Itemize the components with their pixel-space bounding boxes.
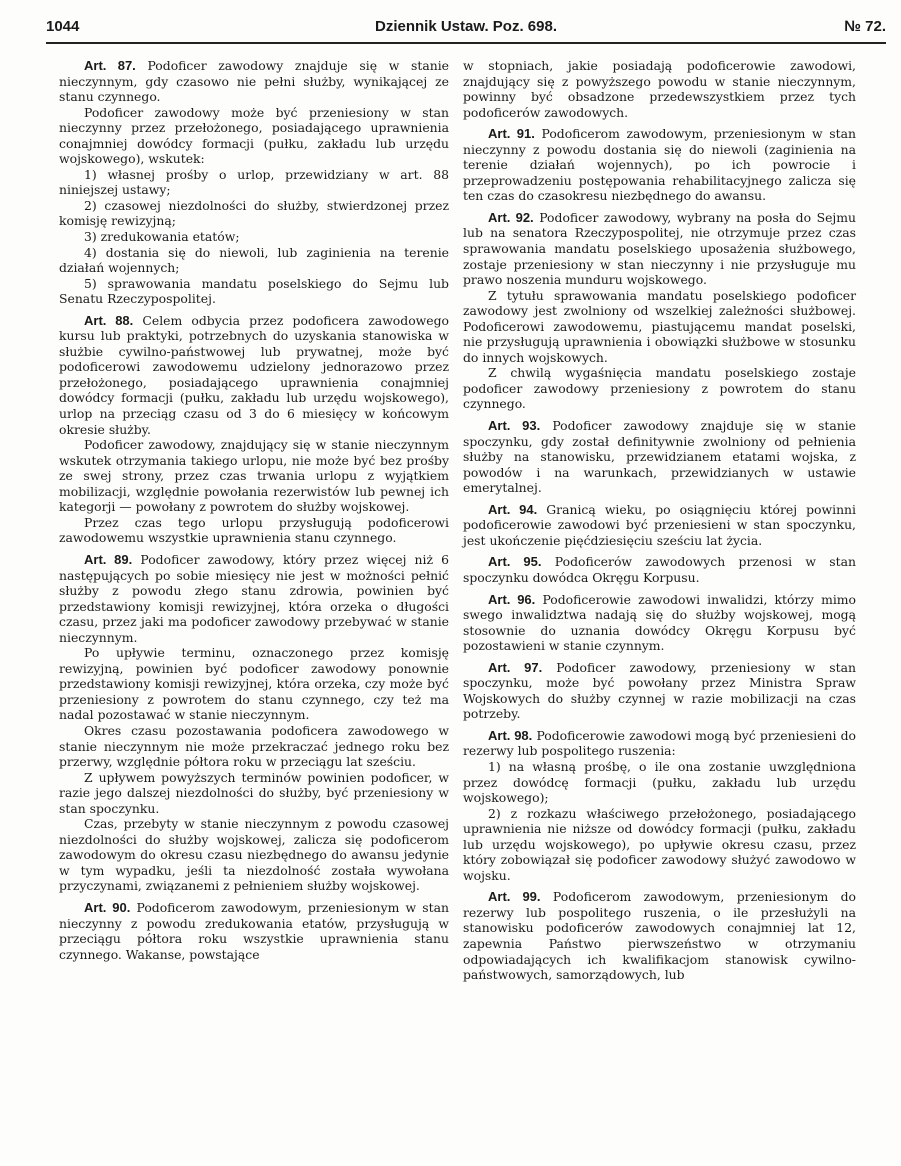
paragraph: Podoficer zawodowy może być przeniesiony w stan nieczynny przez przełożonego, posiadającego uprawnienia conajmniej dowódcy formacji (pułku, zakładu lub urzędu wojskowego), wskutek: xyxy=(59,104,449,167)
list-item: 2) z rozkazu właściwego przełożonego, posiadającego uprawnienia nie niższe od dowódcy formacji (pułku, zakładu lub urzędu wojskowego), po upływie okresu czasu, przez który zobowiązał się podoficer zawodowy służyć zawodowo w wojsku. xyxy=(463,805,856,883)
article-text: Podoficer zawodowy znajduje się w stanie spoczynku, gdy został definitywnie zwolniony od pełnienia służby na stanowisku, przewidzianem etatami wojska, z powodów i na warunkach, przewidzianych w ustawie emerytalnej. xyxy=(463,418,856,496)
list-item: 2) czasowej niezdolności do służby, stwierdzonej przez komisję rewizyjną; xyxy=(59,197,449,229)
article-text: Granicą wieku, po osiągnięciu której powinni podoficerowie zawodowi być przeniesieni w stan spoczynku, jest ukończenie pięćdziesięciu sześciu lat życia. xyxy=(463,501,856,548)
paragraph: Po upływie terminu, oznaczonego przez komisję rewizyjną, powinien być podoficer zawodowy ponownie przedstawiony komisji rewizyjnej, która orzeka, czy może być przeniesiony z powrotem do stanu czynnego, czy też ma nadal pozostawać w stanie nieczynnym. xyxy=(59,645,449,723)
paragraph: Czas, przebyty w stanie nieczynnym z powodu czasowej niezdolności do służby wojskowej, zalicza się podoficerom zawodowym do okresu czasu niezbędnego do awansu jedynie w tym wypadku, jeśli ta niezdolność została wywołana przyczynami, związanemi z pełnieniem służby wojskowej. xyxy=(59,816,449,894)
page-header xyxy=(46,12,886,44)
article-label: Art. 97. xyxy=(488,659,543,675)
article-label: Art. 91. xyxy=(488,126,535,142)
list-item: 1) na własną prośbę, o ile ona zostanie uwzględniona przez dowódcę formacji (pułku, zakładu lub urzędu wojskowego); xyxy=(463,758,856,806)
article-label: Art. 92. xyxy=(488,209,534,225)
list-item: 5) sprawowania mandatu poselskiego do Sejmu lub Senatu Rzeczypospolitej. xyxy=(59,275,449,307)
article-89 xyxy=(59,552,449,645)
article-91 xyxy=(463,126,856,204)
list-item: 3) zredukowania etatów; xyxy=(84,229,240,245)
article-96 xyxy=(463,592,856,654)
article-label: Art. 90. xyxy=(84,899,131,915)
page-number: 1044 xyxy=(46,18,80,35)
article-98 xyxy=(463,728,856,759)
article-text: Podoficer zawodowy, który przez więcej niż 6 następujących po sobie miesięcy nie jest w możności pełnić służby z powodu złego stanu zdrowia, powinien być przedstawiony komisji rewizyjnej, która orzeka o długości czasu, przez jaki ma podoficer zawodowy przebywać w stanie nieczynnym. xyxy=(59,551,449,645)
journal-title: Dziennik Ustaw. Poz. 698. xyxy=(375,18,557,35)
paragraph: Z chwilą wygaśnięcia mandatu poselskiego zostaje podoficer zawodowy przeniesiony z powrotem do stanu czynnego. xyxy=(463,365,856,412)
list-item: 1) własnej prośby o urlop, przewidziany w art. 88 niniejszej ustawy; xyxy=(59,166,449,198)
article-text: Podoficerowie zawodowi mogą być przeniesieni do rezerwy lub pospolitego ruszenia: xyxy=(463,727,856,759)
article-label: Art. 93. xyxy=(488,418,541,434)
article-text: Podoficer zawodowy, wybrany na posła do Sejmu lub na senatora Rzeczypospolitej, nie otrzymuje przez czas sprawowania mandatu poselskiego uposażenia służbowego, zostaje przeniesiony w stan nieczynny i nie przysługuje mu prawo noszenia munduru wojskowego. xyxy=(463,209,856,288)
article-label: Art. 98. xyxy=(488,727,533,743)
article-97 xyxy=(463,660,856,722)
paragraph: Okres czasu pozostawania podoficera zawodowego w stanie nieczynnym nie może przekraczać jednego roku bez przerwy, względnie półtora roku w przeciągu lat sześciu. xyxy=(59,722,449,770)
article-87 xyxy=(59,58,449,105)
paragraph: Przez czas tego urlopu przysługują podoficerowi zawodowemu wszystkie uprawnienia stanu czynnego. xyxy=(59,514,449,546)
list-item: 4) dostania się do niewoli, lub zaginienia na terenie działań wojennych; xyxy=(59,244,449,276)
right-column xyxy=(463,58,856,983)
article-text: Podoficerom zawodowym, przeniesionym w stan nieczynny z powodu zredukowania etatów, przysługują w przeciągu półtora roku wszystkie uprawnienia stanu czynnego. Wakanse, powstające xyxy=(59,899,449,962)
article-label: Art. 95. xyxy=(488,554,542,570)
left-column xyxy=(59,58,449,962)
article-text: Celem odbycia przez podoficera zawodowego kursu lub praktyki, potrzebnych do uzyskania stanowiska w służbie cywilno-państwowej lub prywatnej, może być podoficerowi zawodowemu udzielony jednorazowo przez przełożonego, posiadającego uprawnienia conajmniej dowódcy formacji (pułku, zakładu lub urzędu wojskowego), urlop na przeciąg czasu od 3 do 6 miesięcy w końcowym okresie służby. xyxy=(59,312,449,437)
article-label: Art. 94. xyxy=(488,501,538,517)
article-text: Podoficerów zawodowych przenosi w stan spoczynku dowódca Okręgu Korpusu. xyxy=(463,554,856,585)
paragraph: Z upływem powyższych terminów powinien podoficer, w razie jego dalszej niezdolności do służby, być przeniesiony w stan spoczynku. xyxy=(59,769,449,816)
paragraph-continued: w stopniach, jakie posiadają podoficerowie zawodowi, znajdujący się z powyższego powodu w stanie nieczynnym, powinny być obsadzone przedewszystkiem przez tych podoficerów zawodowych. xyxy=(463,58,856,120)
article-label: Art. 88. xyxy=(84,312,134,328)
article-label: Art. 89. xyxy=(84,551,133,567)
article-text: Podoficerowie zawodowi inwalidzi, którzy mimo swego inwalidztwa nadają się do służby wojskowej, mogą stosownie do uznania dowódcy Okręgu Korpusu być pozostawieni w stanie czynnym. xyxy=(463,591,856,654)
article-93 xyxy=(463,418,856,496)
issue-number: № 72. xyxy=(844,18,886,35)
article-label: Art. 96. xyxy=(488,591,536,607)
article-92 xyxy=(463,210,856,288)
article-90 xyxy=(59,900,449,962)
article-text: Podoficer zawodowy znajduje się w stanie nieczynnym, gdy czasowo nie pełni służby, wynikającej ze stanu czynnego. xyxy=(59,58,449,105)
article-label: Art. 99. xyxy=(488,889,541,905)
article-text: Podoficerom zawodowym, przeniesionym do rezerwy lub pospolitego ruszenia, o ile przesłużyli na stanowisku podoficerów zawodowych conajmniej lat 12, zapewnia Państwo pierwszeństwo w otrzymaniu odpowiadających ich kwalifikacjom stanowisk cywilno-państwowych, samorządowych, lub xyxy=(463,889,856,983)
article-99 xyxy=(463,889,856,982)
article-94 xyxy=(463,502,856,549)
article-text: Podoficerom zawodowym, przeniesionym w stan nieczynny z powodu dostania się do niewoli (zaginienia na terenie działań wojennych), po ich powrocie i przeprowadzeniu postępowania rehabilitacyjnego zalicza się ten czas do czasokresu niezbędnego do awansu. xyxy=(463,126,856,204)
article-text: Podoficer zawodowy, przeniesiony w stan spoczynku, może być powołany przez Ministra Spraw Wojskowych do służby czynnej w razie mobilizacji na czas potrzeby. xyxy=(463,659,856,722)
article-95 xyxy=(463,554,856,585)
paragraph: Podoficer zawodowy, znajdujący się w stanie nieczynnym wskutek otrzymania takiego urlopu, nie może być bez prośby ze swej strony, przez czas trwania urlopu z wyjątkiem mobilizacji, względnie powołania rezerwistów lub pewnej ich kategorji — powołany z powrotem do służby wojskowej. xyxy=(59,437,449,515)
article-label: Art. 87. xyxy=(84,58,136,73)
paragraph: Z tytułu sprawowania mandatu poselskiego podoficer zawodowy jest zwolniony od wszelkiej zależności służbowej. Podoficerowi zawodowemu, piastującemu mandat poselski, nie przysługują uprawnienia i obowiązki służbowe w stosunku do innych wojskowych. xyxy=(463,287,856,365)
article-88 xyxy=(59,313,449,437)
